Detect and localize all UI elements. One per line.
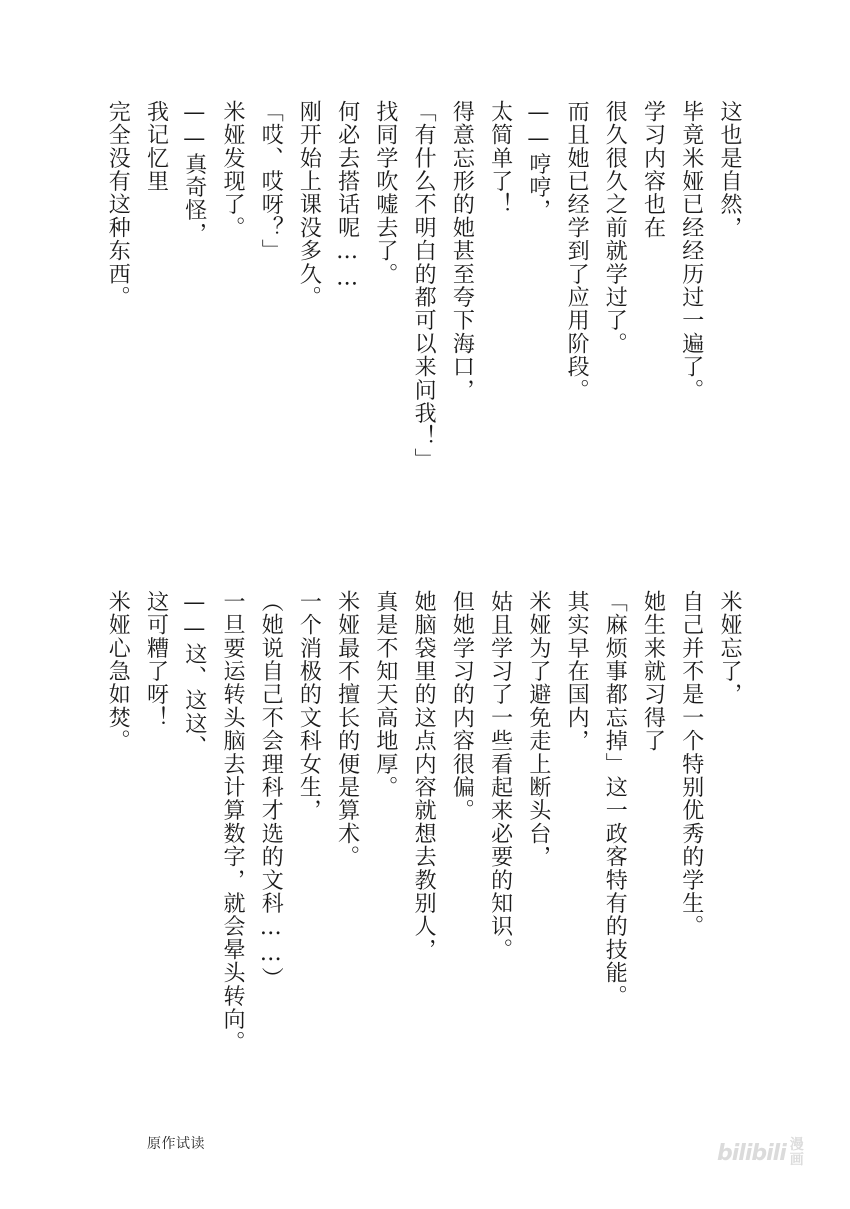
text-column: 米娅忘了，	[717, 590, 742, 706]
text-column: ——这、这这、	[181, 590, 207, 759]
watermark-tag-line1: 漫	[789, 1137, 804, 1153]
text-column: 很久很久之前就学过了。	[602, 100, 628, 356]
text-column: 一旦要运转头脑去计算数字，就会晕头转向。	[219, 590, 245, 1054]
text-column: 米娅最不擅长的便是算术。	[334, 590, 360, 869]
text-column: 自己并不是一个特别优秀的学生。	[678, 590, 704, 938]
text-column: 刚开始上课没多久。	[296, 100, 322, 309]
text-column: 「有什么不明白的都可以来问我！」	[411, 100, 437, 472]
text-block-bottom	[90, 590, 742, 1054]
text-column: 毕竟米娅已经经历过一遍了。	[678, 100, 704, 402]
text-column: 太简单了！	[487, 100, 513, 216]
bilibili-watermark	[717, 1138, 804, 1168]
text-column: 这可糟了呀！	[143, 590, 169, 730]
footer-label: 原作试读	[147, 1136, 205, 1152]
text-column: ——真奇怪，	[181, 100, 207, 246]
text-column: 米娅心急如焚。	[105, 590, 131, 753]
text-column: 得意忘形的她甚至夸下海口，	[449, 100, 475, 402]
text-column: 这也是自然，	[717, 100, 742, 240]
text-column: 她脑袋里的这点内容就想去教别人，	[411, 590, 437, 962]
bilibili-logo: bilibili	[717, 1140, 786, 1166]
text-column: 真是不知天高地厚。	[372, 590, 398, 799]
text-column: 「麻烦事都忘掉」这一政客特有的技能。	[602, 590, 628, 1008]
text-column: 米娅发现了。	[219, 100, 245, 240]
text-column: （她说自己不会理科才选的文科……）	[258, 590, 284, 991]
text-column: 但她学习的内容很偏。	[449, 590, 475, 822]
watermark-tag	[790, 1138, 804, 1168]
text-column: 米娅为了避免走上断头台，	[525, 590, 551, 869]
text-column: 我记忆里	[143, 100, 169, 193]
text-column: 何必去搭话呢……	[334, 100, 360, 292]
watermark-tag-line2: 画	[789, 1152, 804, 1168]
text-column: ——哼哼，	[525, 100, 551, 222]
text-column: 学习内容也在	[640, 100, 666, 240]
text-column: 姑且学习了一些看起来必要的知识。	[487, 590, 513, 962]
text-block-top	[90, 100, 740, 520]
text-column: 一个消极的文科女生，	[296, 590, 322, 822]
text-column: 找同学吹嘘去了。	[372, 100, 398, 286]
text-column: 「哎、哎呀？」	[258, 100, 284, 263]
text-column: 她生来就习得了	[640, 590, 666, 753]
text-column: 而且她已经学到了应用阶段。	[564, 100, 590, 402]
text-column: 其实早在国内，	[564, 590, 590, 753]
text-column: 完全没有这种东西。	[105, 100, 131, 309]
